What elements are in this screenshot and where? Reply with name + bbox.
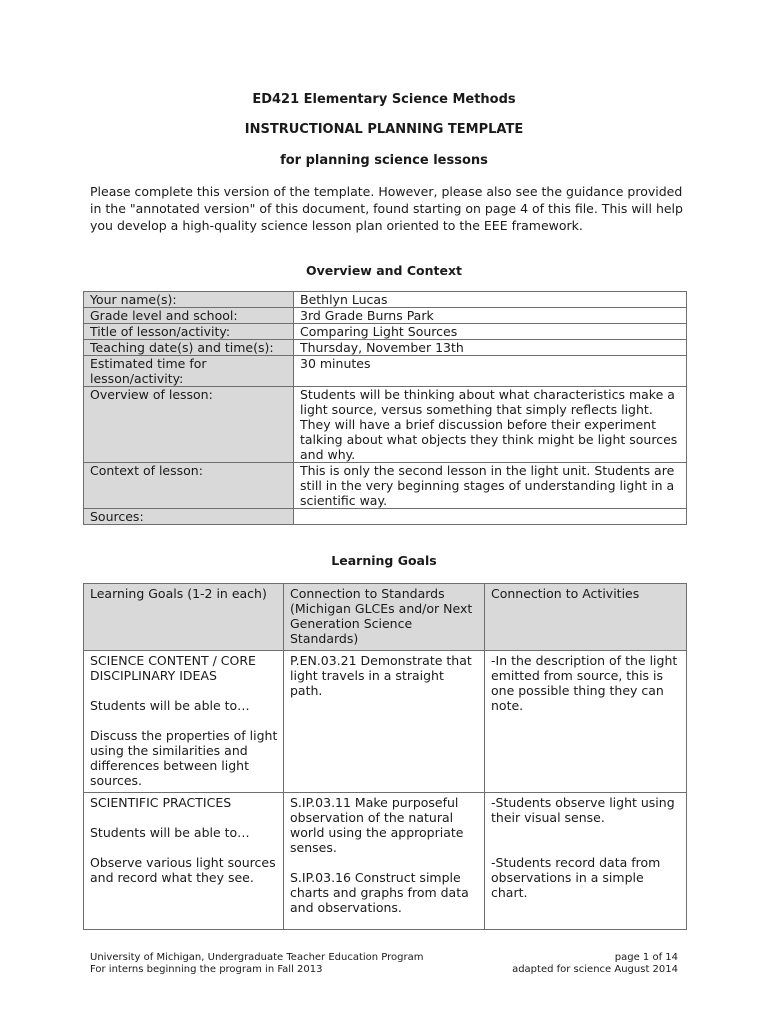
template-title: INSTRUCTIONAL PLANNING TEMPLATE <box>244 122 524 137</box>
column-header: Learning Goals (1-2 in each) <box>84 584 284 651</box>
footer-right <box>512 952 678 976</box>
learning-goals-table <box>83 583 687 930</box>
table-row <box>84 509 687 525</box>
course-title: ED421 Elementary Science Methods <box>252 92 516 107</box>
row-label: Your name(s): <box>84 292 294 308</box>
row-value: Students will be thinking about what characteristics make a light source, versus something that simply reflects light. They will have a brief discussion before their experiment talking about what objects they think might be light sources and why. <box>294 387 687 463</box>
activity-text: -In the description of the light emitted from source, this is one possible thing they can note. <box>491 653 678 713</box>
table-row <box>84 356 687 387</box>
table-header-row <box>84 584 687 651</box>
standard-text: S.IP.03.11 Make purposeful observation of the natural world using the appropriate senses. <box>290 795 464 855</box>
row-value: Thursday, November 13th <box>294 340 687 356</box>
table-row <box>84 292 687 308</box>
standard-text: P.EN.03.21 Demonstrate that light travels in a straight path. <box>290 653 472 698</box>
activity-cell <box>485 793 687 930</box>
footer-left <box>90 952 424 976</box>
goal-title: SCIENTIFIC PRACTICES <box>90 795 232 810</box>
standard-text: S.IP.03.16 Construct simple charts and graphs from data and observations. <box>290 870 469 915</box>
row-label: Teaching date(s) and time(s): <box>84 340 294 356</box>
row-label: Overview of lesson: <box>84 387 294 463</box>
footer-adapted: adapted for science August 2014 <box>512 964 678 975</box>
table-row <box>84 387 687 463</box>
overview-heading: Overview and Context <box>305 263 462 278</box>
row-label: Sources: <box>84 509 294 525</box>
page-number: page 1 of 14 <box>614 952 678 963</box>
goal-cell <box>84 651 284 793</box>
row-value: Comparing Light Sources <box>294 324 687 340</box>
column-header: Connection to Activities <box>485 584 687 651</box>
table-row <box>84 340 687 356</box>
goal-text: Discuss the properties of light using the similarities and differences between light sources. <box>90 728 278 788</box>
row-value: 3rd Grade Burns Park <box>294 308 687 324</box>
row-value: Bethlyn Lucas <box>294 292 687 308</box>
table-row <box>84 324 687 340</box>
intro-paragraph: Please complete this version of the template. However, please also see the guidance provided in the "annotated version" of this document, found starting on page 4 of this file. This will help you develop a high-quality science lesson plan oriented to the EEE framework. <box>90 184 683 233</box>
goal-cell <box>84 793 284 930</box>
footer-cohort: For interns beginning the program in Fall 2013 <box>90 964 323 975</box>
table-row <box>84 308 687 324</box>
goal-prompt: Students will be able to… <box>90 698 250 713</box>
row-label: Title of lesson/activity: <box>84 324 294 340</box>
row-value: This is only the second lesson in the light unit. Students are still in the very beginning stages of understanding light in a scientific way. <box>294 463 687 509</box>
column-header: Connection to Standards (Michigan GLCEs and/or Next Generation Science Standards) <box>284 584 485 651</box>
learning-goals-heading: Learning Goals <box>331 553 437 568</box>
table-row <box>84 463 687 509</box>
row-label: Grade level and school: <box>84 308 294 324</box>
template-subtitle: for planning science lessons <box>280 153 488 168</box>
standard-cell <box>284 651 485 793</box>
goal-prompt: Students will be able to… <box>90 825 250 840</box>
activity-text: -Students record data from observations in a simple chart. <box>491 855 661 900</box>
overview-table <box>83 291 687 525</box>
footer-institution: University of Michigan, Undergraduate Teacher Education Program <box>90 952 424 963</box>
row-label: Context of lesson: <box>84 463 294 509</box>
row-value: 30 minutes <box>294 356 687 387</box>
table-row <box>84 793 687 930</box>
table-row <box>84 651 687 793</box>
goal-title: SCIENCE CONTENT / CORE DISCIPLINARY IDEAS <box>90 653 256 683</box>
activity-cell <box>485 651 687 793</box>
row-label: Estimated time for lesson/activity: <box>84 356 294 387</box>
activity-text: -Students observe light using their visual sense. <box>491 795 675 825</box>
standard-cell <box>284 793 485 930</box>
row-value <box>294 509 687 525</box>
goal-text: Observe various light sources and record what they see. <box>90 855 276 885</box>
